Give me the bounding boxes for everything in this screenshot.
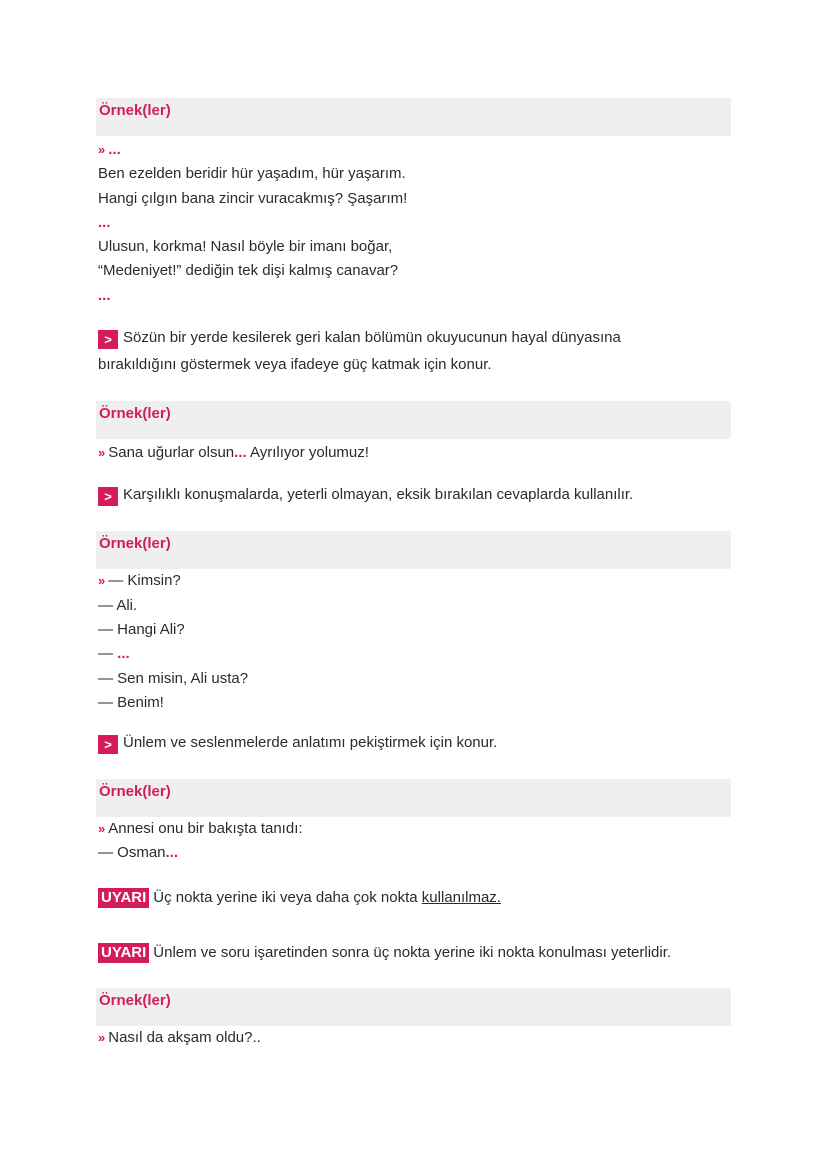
warning-note-2 (96, 939, 731, 966)
ellipsis-highlight: ... (234, 444, 247, 462)
chevron-right-icon: > (98, 735, 118, 754)
example-line: “Medeniyet!” dediğin tek dişi kalmış canavar? (98, 262, 399, 280)
example-text: — Kimsin? (108, 572, 181, 590)
example-header: Örnek(ler) (96, 98, 731, 136)
ellipsis-highlight: ... (98, 213, 111, 231)
rule-item-3 (96, 729, 731, 756)
example-line (98, 817, 729, 841)
warning-badge: UYARI (98, 943, 149, 963)
example-header: Örnek(ler) (96, 779, 731, 817)
example-line: Hangi çılgın bana zincir vuracakmış? Şaşarım! (98, 189, 408, 207)
example-text: Ayrılıyor yolumuz! (246, 444, 369, 462)
document-page (96, 98, 731, 1050)
example-line: — Ali. (98, 596, 138, 614)
ellipsis-highlight: ... (165, 844, 179, 862)
example-body (96, 136, 731, 308)
example-block-4 (96, 779, 731, 866)
warning-note-1 (96, 884, 731, 911)
example-body (96, 439, 731, 465)
example-text: Annesi onu bir bakışta tanıdı: (108, 820, 303, 838)
rule-item-1 (96, 324, 731, 378)
example-header: Örnek(ler) (96, 531, 731, 569)
example-body (96, 569, 731, 715)
example-body (96, 817, 731, 866)
example-text: Nasıl da akşam oldu?.. (108, 1028, 261, 1046)
example-text: — (98, 645, 118, 663)
example-line: Ben ezelden beridir hür yaşadım, hür yaşarım. (98, 165, 406, 183)
example-text: Sana uğurlar olsun (108, 444, 235, 462)
double-chevron-icon: » (98, 142, 106, 157)
rule-text: Ünlem ve seslenmelerde anlatımı pekiştirmek için konur. (123, 734, 498, 752)
warning-text: Ünlem ve soru işaretinden sonra üç nokta yerine iki nokta konulması yeterlidir. (153, 943, 672, 961)
example-line (98, 841, 729, 865)
rule-text: Sözün bir yerde kesilerek geri kalan bölümün okuyucunun hayal dünyasına (123, 329, 621, 347)
rule-item-2 (96, 481, 731, 508)
example-block-3 (96, 531, 731, 715)
ellipsis-highlight: ... (117, 645, 130, 663)
example-text: — Osman (98, 844, 166, 862)
example-line (98, 1026, 729, 1050)
example-line: — Benim! (98, 693, 164, 711)
example-line (98, 441, 729, 465)
example-line: — Sen misin, Ali usta? (98, 669, 249, 687)
example-line (98, 138, 729, 162)
rule-text: Karşılıklı konuşmalarda, yeterli olmayan, eksik bırakılan cevaplarda kullanılır. (123, 486, 634, 504)
example-block-5 (96, 988, 731, 1050)
example-block-1 (96, 98, 731, 308)
example-header: Örnek(ler) (96, 401, 731, 439)
double-chevron-icon: » (98, 445, 106, 461)
double-chevron-icon: » (98, 573, 106, 589)
example-body (96, 1026, 731, 1050)
chevron-right-icon: > (98, 487, 118, 506)
example-block-2 (96, 401, 731, 465)
warning-badge: UYARI (98, 888, 149, 908)
warning-underlined-text: kullanılmaz. (421, 888, 501, 906)
ellipsis-highlight: ... (108, 141, 121, 158)
example-line: Ulusun, korkma! Nasıl böyle bir imanı boğar, (98, 238, 393, 256)
double-chevron-icon: » (98, 1029, 106, 1045)
ellipsis-highlight: ... (98, 286, 111, 304)
double-chevron-icon: » (98, 821, 106, 837)
example-line: — Hangi Ali? (98, 620, 185, 638)
example-header: Örnek(ler) (96, 988, 731, 1026)
example-line (98, 642, 729, 666)
example-line (98, 569, 729, 593)
rule-text: bırakıldığını göstermek veya ifadeye güç katmak için konur. (98, 356, 492, 374)
warning-text: Üç nokta yerine iki veya daha çok nokta (153, 888, 422, 906)
chevron-right-icon: > (98, 330, 118, 349)
